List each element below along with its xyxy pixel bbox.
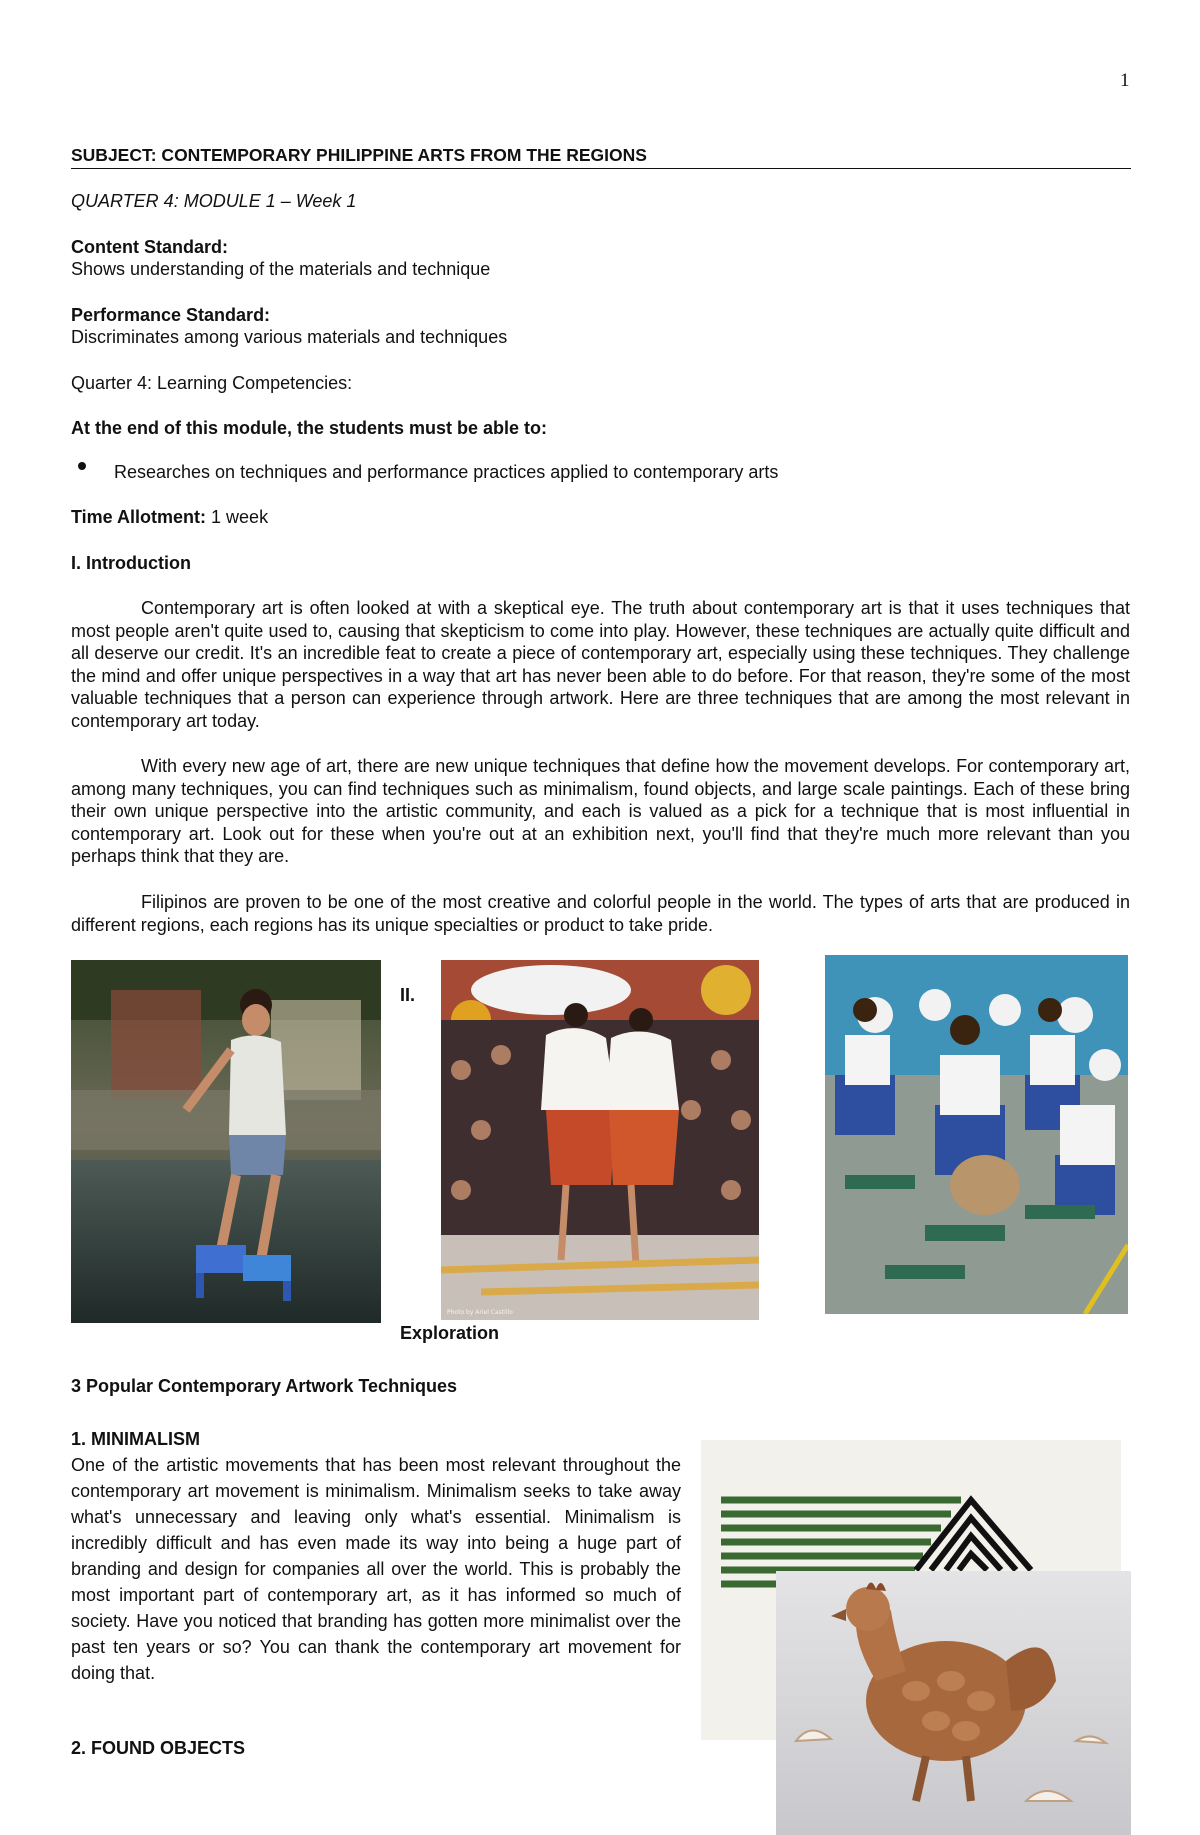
bullet-icon	[78, 462, 86, 470]
exploration-title: Exploration	[400, 1323, 500, 1343]
introduction-heading: I. Introduction	[71, 553, 191, 573]
time-allotment	[71, 506, 268, 529]
minimalism-heading: 1. MINIMALISM	[71, 1429, 200, 1449]
basket-weaving-students-photo	[825, 955, 1128, 1314]
tinikling-dance-photo	[441, 960, 759, 1320]
techniques-heading: 3 Popular Contemporary Artwork Techniques	[71, 1376, 458, 1396]
competencies-heading: Quarter 4: Learning Competencies:	[71, 373, 353, 393]
performance-standard-text: Discriminates among various materials and techniques	[71, 327, 508, 347]
quarter-module: QUARTER 4: MODULE 1 – Week 1	[71, 191, 357, 211]
content-standard-label: Content Standard:	[71, 237, 228, 257]
exploration-number: II.	[400, 985, 416, 1005]
objective-item: Researches on techniques and performance practices applied to contemporary arts	[114, 462, 779, 482]
time-allotment-value: 1 week	[211, 507, 269, 527]
eggshell-hen-sculpture-photo	[776, 1571, 1131, 1835]
subject-heading: SUBJECT: CONTEMPORARY PHILIPPINE ARTS FROM THE REGIONS	[71, 144, 1131, 169]
found-objects-heading: 2. FOUND OBJECTS	[71, 1738, 246, 1758]
introduction-paragraph-1: Contemporary art is often looked at with a skeptical eye. The truth about contemporary art is that it uses techniques that most people aren't quite used to, causing that skepticism to come into play. However, these techniques are actually quite difficult and all deserve our credit. It's an incredible feat to create a piece of contemporary art, especially using these techniques. They challenge the mind and offer unique perspectives in a way that art has never been able to do before. For that reason, they're some of the most valuable techniques that a person can experience through artwork. Here are three techniques that are among the most relevant in contemporary art today.	[71, 598, 1130, 731]
man-walking-on-stools-photo	[71, 960, 381, 1323]
introduction-paragraph-2: With every new age of art, there are new unique techniques that define how the movement develops. For contemporary art, among many techniques, you can find techniques such as minimalism, found objects, and large scale paintings. Each of these bring their own unique perspective into the artistic community, and each is valued as a pick for a technique that is most influential in contemporary art. Look out for these when you're out at an exhibition next, you'll find that they're much more relevant than you perhaps think that they are.	[71, 756, 1130, 867]
introduction-paragraph-3: Filipinos are proven to be one of the most creative and colorful people in the world. The types of arts that are produced in different regions, each regions has its unique specialties or product to take pride.	[71, 892, 1130, 935]
objectives-heading: At the end of this module, the students must be able to:	[71, 418, 548, 438]
page-number: 1	[1120, 70, 1130, 91]
time-allotment-label: Time Allotment:	[71, 507, 207, 527]
content-standard-text: Shows understanding of the materials and technique	[71, 259, 491, 279]
photo-watermark: Photo by Ariel Castillo	[447, 1309, 513, 1316]
performance-standard-label: Performance Standard:	[71, 305, 271, 325]
minimalism-text: One of the artistic movements that has been most relevant throughout the contemporary art movement is minimalism. Minimalism seeks to take away what's unnecessary and leaving only what's essential. Minimalism is incredibly difficult and has even made its way into being a huge part of branding and design for companies all over the world. This is probably the most important part of contemporary art, as it has informed so much of society. Have you noticed that branding has gotten more minimalist over the past ten years or so? You can thank the contemporary art movement for doing that.	[71, 1455, 681, 1683]
